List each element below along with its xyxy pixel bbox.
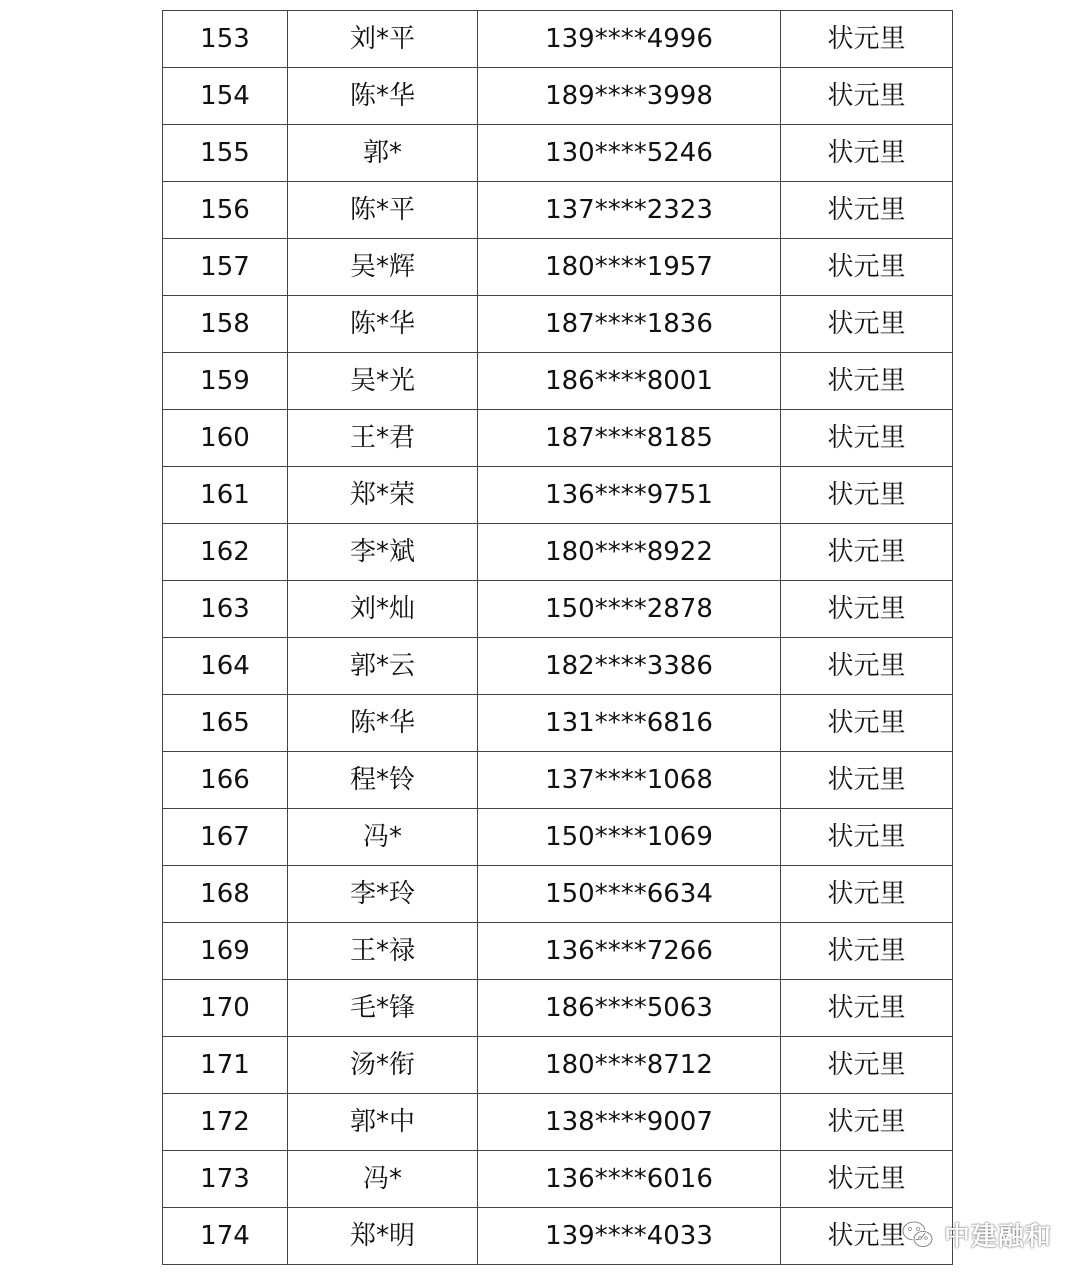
area-cell: 状元里 bbox=[781, 1151, 953, 1208]
row-number-cell: 162 bbox=[163, 524, 288, 581]
phone-cell: 150****1069 bbox=[478, 809, 781, 866]
table-row bbox=[163, 524, 953, 581]
name-cell: 李*玲 bbox=[288, 866, 478, 923]
table-row bbox=[163, 980, 953, 1037]
table-row bbox=[163, 1094, 953, 1151]
table-row bbox=[163, 866, 953, 923]
watermark-account-name: 中建融和 bbox=[944, 1221, 1053, 1252]
phone-cell: 186****8001 bbox=[478, 353, 781, 410]
name-cell: 吴*辉 bbox=[288, 239, 478, 296]
name-cell: 吴*光 bbox=[288, 353, 478, 410]
phone-cell: 186****5063 bbox=[478, 980, 781, 1037]
table-row bbox=[163, 410, 953, 467]
area-cell: 状元里 bbox=[781, 125, 953, 182]
name-cell: 程*铃 bbox=[288, 752, 478, 809]
table-row bbox=[163, 1151, 953, 1208]
name-cell: 王*君 bbox=[288, 410, 478, 467]
table-row bbox=[163, 1208, 953, 1265]
row-number-cell: 174 bbox=[163, 1208, 288, 1265]
row-number-cell: 169 bbox=[163, 923, 288, 980]
row-number-cell: 167 bbox=[163, 809, 288, 866]
area-cell: 状元里 bbox=[781, 524, 953, 581]
area-cell: 状元里 bbox=[781, 980, 953, 1037]
area-cell: 状元里 bbox=[781, 1037, 953, 1094]
name-cell: 陈*平 bbox=[288, 182, 478, 239]
area-cell: 状元里 bbox=[781, 1094, 953, 1151]
row-number-cell: 158 bbox=[163, 296, 288, 353]
row-number-cell: 171 bbox=[163, 1037, 288, 1094]
row-number-cell: 159 bbox=[163, 353, 288, 410]
name-cell: 陈*华 bbox=[288, 296, 478, 353]
area-cell: 状元里 bbox=[781, 239, 953, 296]
row-number-cell: 160 bbox=[163, 410, 288, 467]
table-row bbox=[163, 125, 953, 182]
phone-cell: 137****2323 bbox=[478, 182, 781, 239]
area-cell: 状元里 bbox=[781, 638, 953, 695]
phone-cell: 187****1836 bbox=[478, 296, 781, 353]
row-number-cell: 161 bbox=[163, 467, 288, 524]
row-number-cell: 173 bbox=[163, 1151, 288, 1208]
area-cell: 状元里 bbox=[781, 866, 953, 923]
name-cell: 郭* bbox=[288, 125, 478, 182]
phone-cell: 139****4033 bbox=[478, 1208, 781, 1265]
phone-cell: 138****9007 bbox=[478, 1094, 781, 1151]
phone-cell: 187****8185 bbox=[478, 410, 781, 467]
table-row bbox=[163, 182, 953, 239]
phone-cell: 136****9751 bbox=[478, 467, 781, 524]
row-number-cell: 156 bbox=[163, 182, 288, 239]
row-number-cell: 163 bbox=[163, 581, 288, 638]
table-row bbox=[163, 296, 953, 353]
area-cell: 状元里 bbox=[781, 410, 953, 467]
row-number-cell: 170 bbox=[163, 980, 288, 1037]
area-cell: 状元里 bbox=[781, 296, 953, 353]
area-cell: 状元里 bbox=[781, 695, 953, 752]
name-cell: 毛*锋 bbox=[288, 980, 478, 1037]
phone-cell: 180****8712 bbox=[478, 1037, 781, 1094]
phone-cell: 130****5246 bbox=[478, 125, 781, 182]
name-cell: 王*禄 bbox=[288, 923, 478, 980]
phone-cell: 139****4996 bbox=[478, 11, 781, 68]
row-number-cell: 155 bbox=[163, 125, 288, 182]
area-cell: 状元里 bbox=[781, 467, 953, 524]
resident-list-table bbox=[162, 10, 953, 1265]
table-body bbox=[163, 11, 953, 1265]
table-row bbox=[163, 467, 953, 524]
table-row bbox=[163, 11, 953, 68]
row-number-cell: 165 bbox=[163, 695, 288, 752]
phone-cell: 131****6816 bbox=[478, 695, 781, 752]
phone-cell: 189****3998 bbox=[478, 68, 781, 125]
name-cell: 李*斌 bbox=[288, 524, 478, 581]
phone-cell: 150****6634 bbox=[478, 866, 781, 923]
phone-cell: 137****1068 bbox=[478, 752, 781, 809]
row-number-cell: 164 bbox=[163, 638, 288, 695]
table-row bbox=[163, 353, 953, 410]
phone-cell: 180****8922 bbox=[478, 524, 781, 581]
row-number-cell: 153 bbox=[163, 11, 288, 68]
name-cell: 汤*衔 bbox=[288, 1037, 478, 1094]
row-number-cell: 157 bbox=[163, 239, 288, 296]
area-cell: 状元里 bbox=[781, 581, 953, 638]
row-number-cell: 172 bbox=[163, 1094, 288, 1151]
phone-cell: 150****2878 bbox=[478, 581, 781, 638]
area-cell: 状元里 bbox=[781, 11, 953, 68]
area-cell: 状元里 bbox=[781, 68, 953, 125]
name-cell: 郭*云 bbox=[288, 638, 478, 695]
row-number-cell: 166 bbox=[163, 752, 288, 809]
area-cell: 状元里 bbox=[781, 182, 953, 239]
name-cell: 陈*华 bbox=[288, 68, 478, 125]
phone-cell: 180****1957 bbox=[478, 239, 781, 296]
row-number-cell: 154 bbox=[163, 68, 288, 125]
table-row bbox=[163, 638, 953, 695]
wechat-account-watermark bbox=[900, 1212, 1052, 1256]
phone-cell: 136****7266 bbox=[478, 923, 781, 980]
name-cell: 刘*灿 bbox=[288, 581, 478, 638]
area-cell: 状元里 bbox=[781, 1208, 953, 1265]
wechat-icon bbox=[900, 1216, 936, 1252]
table-row bbox=[163, 695, 953, 752]
table-row bbox=[163, 752, 953, 809]
name-cell: 冯* bbox=[288, 1151, 478, 1208]
table-row bbox=[163, 809, 953, 866]
name-cell: 陈*华 bbox=[288, 695, 478, 752]
area-cell: 状元里 bbox=[781, 809, 953, 866]
table-row bbox=[163, 68, 953, 125]
name-cell: 郑*明 bbox=[288, 1208, 478, 1265]
phone-cell: 136****6016 bbox=[478, 1151, 781, 1208]
name-cell: 刘*平 bbox=[288, 11, 478, 68]
name-cell: 郭*中 bbox=[288, 1094, 478, 1151]
area-cell: 状元里 bbox=[781, 752, 953, 809]
table-row bbox=[163, 1037, 953, 1094]
table-row bbox=[163, 239, 953, 296]
name-cell: 冯* bbox=[288, 809, 478, 866]
table-row bbox=[163, 923, 953, 980]
area-cell: 状元里 bbox=[781, 923, 953, 980]
table-row bbox=[163, 581, 953, 638]
area-cell: 状元里 bbox=[781, 353, 953, 410]
name-cell: 郑*荣 bbox=[288, 467, 478, 524]
row-number-cell: 168 bbox=[163, 866, 288, 923]
phone-cell: 182****3386 bbox=[478, 638, 781, 695]
